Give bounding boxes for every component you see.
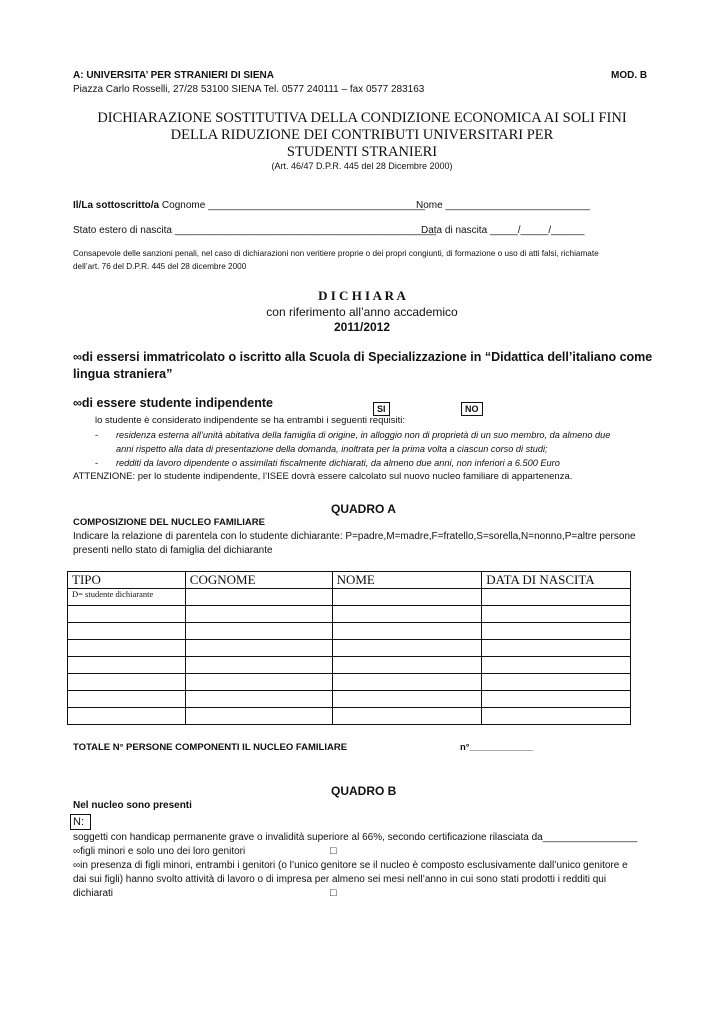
working-parents-line-3: dichiarati	[73, 888, 114, 899]
awareness-line-1: Consapevole delle sanzioni penali, nel caso di dichiarazioni non veritiere proprie o dei propri congiunti, di formazione o uso di atti falsi, richiamate	[73, 249, 599, 258]
table-row	[68, 674, 631, 691]
title-line-1: DICHIARAZIONE SOSTITUTIVA DELLA CONDIZIONE ECONOMICA AI SOLI FINI	[97, 110, 627, 126]
bullet-icon: ∞	[73, 350, 82, 364]
table-cell[interactable]	[185, 640, 332, 657]
table-cell[interactable]	[68, 674, 186, 691]
awareness-line-2: dell’art. 76 del D.P.R. 445 del 28 dicembre 2000	[73, 262, 247, 271]
family-table	[67, 571, 631, 725]
table-cell[interactable]	[482, 606, 631, 623]
table-cell[interactable]	[482, 708, 631, 725]
enrollment-text: di essersi immatricolato o iscritto alla Scuola di Specializzazione in “Didattica dell’italiano come	[81, 350, 653, 364]
dash-marker: -	[95, 430, 99, 441]
table-cell[interactable]	[68, 691, 186, 708]
table-cell[interactable]	[482, 623, 631, 640]
working-parents-checkbox[interactable]: □	[330, 887, 337, 899]
relationship-instructions-line-2: presenti nello stato di famiglia del dichiarante	[73, 545, 273, 556]
no-label: NO	[461, 402, 483, 416]
table-row	[68, 657, 631, 674]
table-cell[interactable]	[185, 708, 332, 725]
requirement-1-line-1: residenza esterna all’unità abitativa della famiglia di origine, in alloggio non di proprietà di un suo membro, da almeno due	[116, 430, 611, 440]
instructions-prefix: Indicare la relazione di parentela con lo studente dichiarante	[73, 531, 340, 542]
table-cell[interactable]	[185, 691, 332, 708]
family-composition-heading: COMPOSIZIONE DEL NUCLEO FAMILIARE	[73, 517, 265, 528]
title-line-3: STUDENTI STRANIERI	[286, 144, 438, 160]
column-header: COGNOME	[185, 572, 332, 589]
relationship-codes: : P=padre,M=madre,F=fratello,S=sorella,N=nonno,P=altre persone	[339, 531, 636, 542]
minors-line: ∞figli minori e solo uno dei loro genitori	[73, 846, 246, 857]
table-cell[interactable]	[332, 606, 482, 623]
academic-year: 2011/2012	[333, 320, 391, 334]
requirement-1-line-2: anni rispetto alla data di presentazione della domanda, inoltrata per la prima volta a ciascun corso di studi;	[116, 444, 548, 454]
quadro-b-heading: QUADRO B	[331, 784, 397, 798]
form-code: MOD. B	[611, 70, 648, 81]
name-field[interactable]: Nome __________________________	[416, 200, 591, 211]
yes-label: SI	[373, 402, 390, 416]
relationship-instructions-line-1	[73, 531, 636, 542]
address-line: Piazza Carlo Rosselli, 27/28 53100 SIENA Tel. 0577 240111 – fax 0577 283163	[73, 84, 425, 95]
table-row	[68, 589, 631, 606]
independent-student-label: di essere studente indipendente	[81, 396, 273, 410]
birth-state-field[interactable]: Stato estero di nascita _______________________________________________	[73, 225, 437, 236]
bullet-icon: ∞	[73, 396, 82, 410]
enrollment-line-2: lingua straniera”	[73, 367, 173, 381]
title-line-2: DELLA RIDUZIONE DEI CONTRIBUTI UNIVERSITARI PER	[170, 127, 554, 143]
table-cell[interactable]	[482, 657, 631, 674]
table-cell[interactable]	[482, 674, 631, 691]
table-cell[interactable]	[332, 589, 482, 606]
enrollment-line-1	[73, 350, 652, 364]
table-cell[interactable]	[185, 657, 332, 674]
count-box[interactable]: N:	[70, 814, 91, 830]
table-row	[68, 640, 631, 657]
table-cell[interactable]	[332, 674, 482, 691]
table-cell[interactable]	[68, 606, 186, 623]
column-header: NOME	[332, 572, 482, 589]
requirement-2: redditi da lavoro dipendente o assimilati fiscalmente dichiarati, da almeno due anni, non inferiori a 6.500 Euro	[116, 458, 560, 468]
household-present-heading: Nel nucleo sono presenti	[73, 800, 192, 811]
column-header: DATA DI NASCITA	[482, 572, 631, 589]
table-cell[interactable]	[482, 640, 631, 657]
identity-row	[73, 200, 425, 211]
table-row	[68, 691, 631, 708]
table-cell[interactable]	[185, 674, 332, 691]
undersigned-label: Il/La sottoscritto/a	[73, 200, 160, 211]
declaration-heading: D I C H I A R A	[318, 288, 406, 303]
legal-reference: (Art. 46/47 D.P.R. 445 del 28 Dicembre 2000)	[271, 161, 453, 171]
table-cell[interactable]	[482, 589, 631, 606]
table-cell[interactable]	[68, 708, 186, 725]
declaration-subtitle: con riferimento all’anno accademico	[266, 305, 458, 319]
table-cell[interactable]	[332, 708, 482, 725]
dash-marker: -	[95, 458, 99, 469]
table-cell[interactable]	[185, 623, 332, 640]
table-cell[interactable]	[482, 691, 631, 708]
table-cell[interactable]	[68, 657, 186, 674]
recipient-line: A: UNIVERSITA’ PER STRANIERI DI SIENA	[73, 70, 274, 81]
table-row	[68, 708, 631, 725]
working-parents-line-1: ∞in presenza di figli minori, entrambi i genitori (o l’unico genitore se il nucleo è composto esclusivamente dall’unico genitore e	[73, 860, 628, 871]
table-header-row	[68, 572, 631, 589]
working-parents-line-2: dai sui figli) hanno svolto attività di lavoro o di impresa per almeno sei mesi nell’anno in cui sono stati prodotti i redditi qui	[73, 874, 607, 885]
total-members-label: TOTALE N° PERSONE COMPONENTI IL NUCLEO FAMILIARE	[73, 742, 348, 753]
table-row	[68, 623, 631, 640]
table-cell[interactable]	[68, 623, 186, 640]
table-cell[interactable]	[332, 640, 482, 657]
table-cell[interactable]	[185, 589, 332, 606]
table-cell[interactable]	[185, 606, 332, 623]
minors-checkbox[interactable]: □	[330, 845, 337, 857]
table-cell[interactable]	[332, 691, 482, 708]
handicap-line[interactable]: soggetti con handicap permanente grave o invalidità superiore al 66%, secondo certificazione rilasciata da_________________	[73, 832, 638, 843]
table-row	[68, 606, 631, 623]
table-cell[interactable]	[332, 623, 482, 640]
table-cell[interactable]	[332, 657, 482, 674]
no-checkbox[interactable]	[461, 399, 483, 417]
attention-note: ATTENZIONE: per lo studente indipendente, l’ISEE dovrà essere calcolato sul nuovo nucleo familiare di appartenenza.	[73, 471, 573, 482]
birth-date-field[interactable]: Data di nascita _____/_____/______	[421, 225, 585, 236]
surname-field[interactable]: Cognome _______________________________________	[161, 200, 425, 211]
total-members-field[interactable]: n°____________	[460, 742, 534, 753]
declarant-type-cell: D= studente dichiarante	[68, 589, 186, 606]
independent-student-row	[73, 396, 273, 410]
quadro-a-heading: QUADRO A	[331, 502, 396, 516]
independence-intro: lo studente è considerato indipendente se ha entrambi i seguenti requisiti:	[95, 415, 406, 426]
table-cell[interactable]	[68, 640, 186, 657]
column-header: TIPO	[68, 572, 186, 589]
